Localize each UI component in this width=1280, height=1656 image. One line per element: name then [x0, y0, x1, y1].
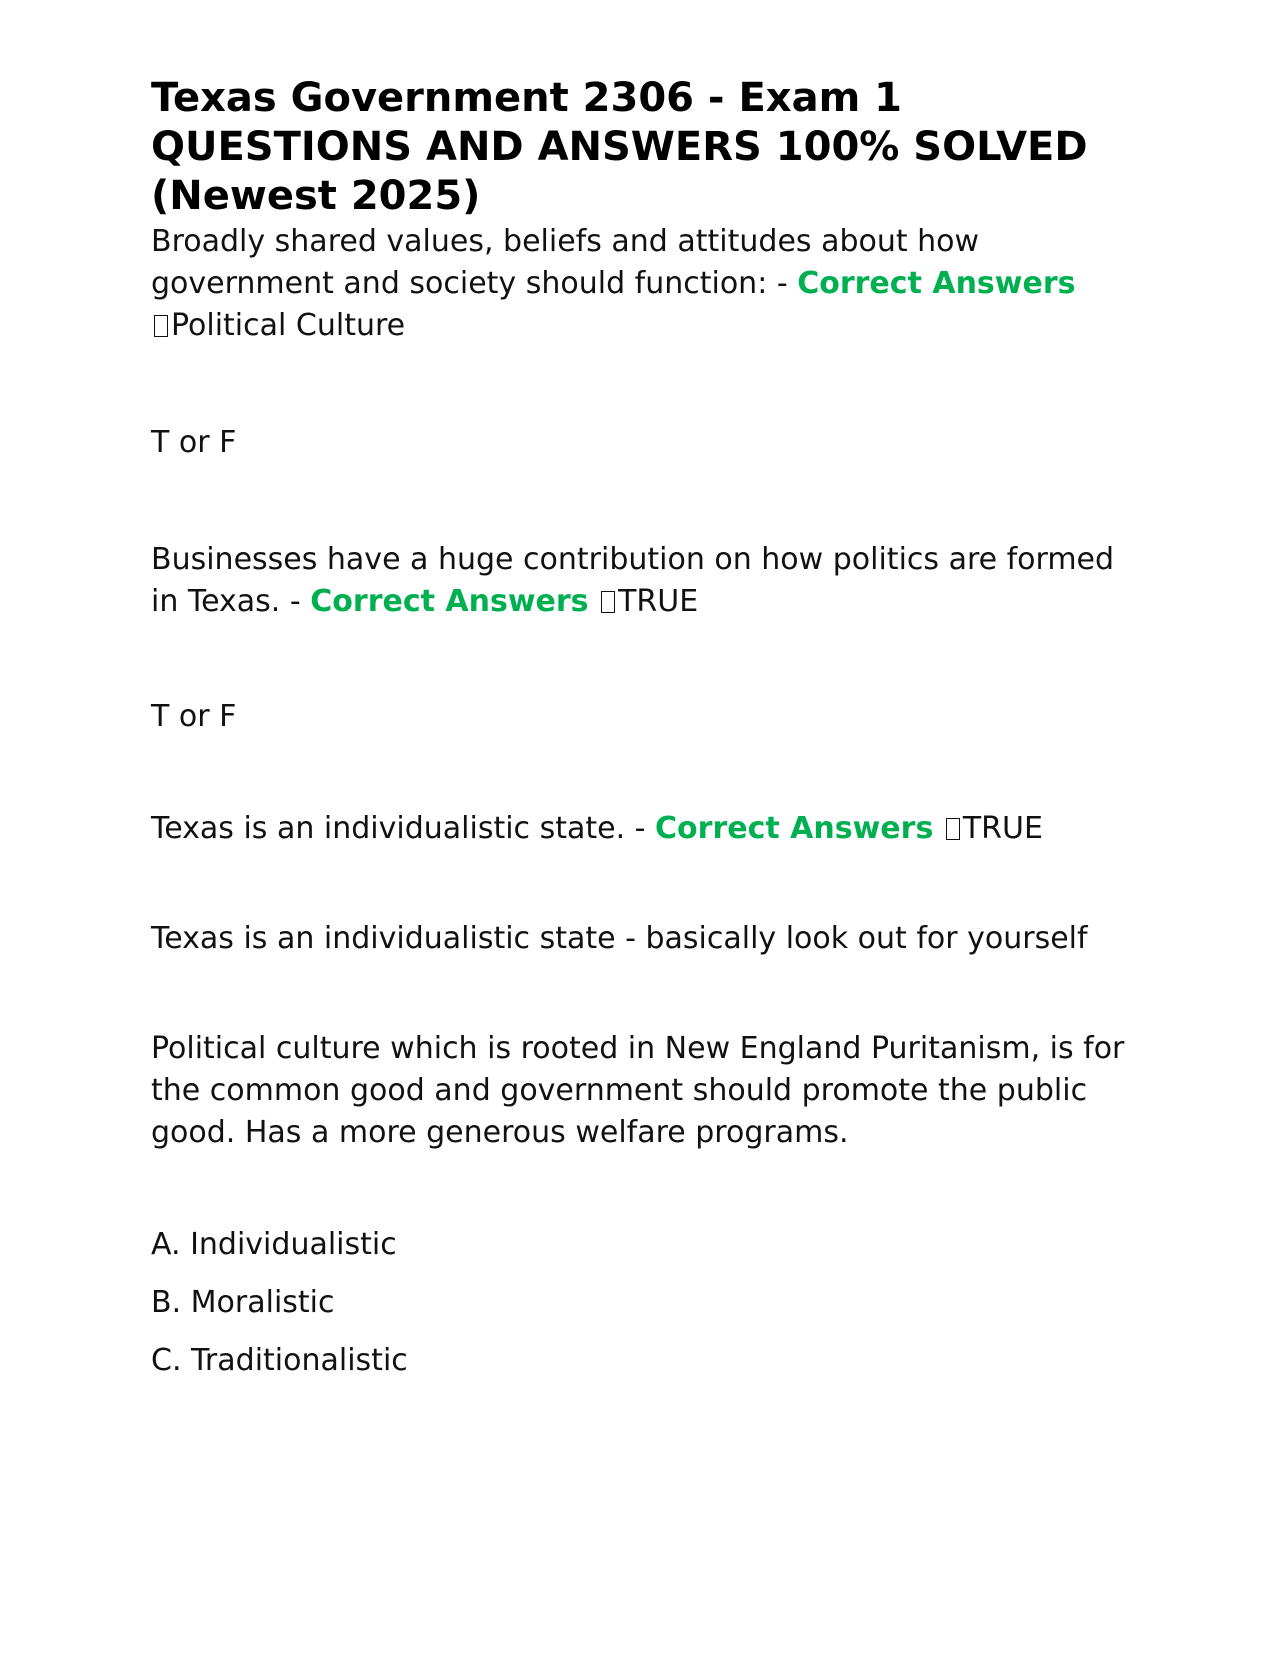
- instruction-true-false-1: T or F: [151, 425, 237, 460]
- answer-text: TRUE: [962, 811, 1043, 846]
- instruction-true-false-2: T or F: [151, 699, 237, 734]
- correct-answers-label: Correct Answers: [797, 266, 1076, 301]
- question-text: Businesses have a huge contribution on how politics are formed in Texas. -: [151, 542, 1115, 619]
- answer-text: Political Culture: [171, 308, 406, 343]
- explanation-text: Texas is an individualistic state - basically look out for yourself: [151, 921, 1088, 956]
- option-a: A. Individualistic: [151, 1227, 397, 1262]
- document-page: [151, 74, 1141, 1398]
- qa-item-1: [151, 221, 1141, 347]
- answer-text: TRUE: [618, 584, 699, 619]
- qa-item-2: [151, 539, 1141, 623]
- question-text: Texas is an individualistic state. -: [151, 811, 646, 846]
- option-b: B. Moralistic: [151, 1285, 335, 1320]
- check-box-icon: [601, 591, 615, 613]
- option-c: C. Traditionalistic: [151, 1343, 408, 1378]
- correct-answers-label: Correct Answers: [655, 811, 934, 846]
- correct-answers-label: Correct Answers: [310, 584, 589, 619]
- qa-item-3: [151, 808, 1141, 850]
- document-title: Texas Government 2306 - Exam 1 QUESTIONS AND ANSWERS 100% SOLVED (Newest 2025): [151, 75, 1088, 219]
- question-text: Broadly shared values, beliefs and attitudes about how government and society should function: -: [151, 224, 980, 301]
- check-box-icon: [946, 818, 960, 840]
- question-political-culture: Political culture which is rooted in New England Puritanism, is for the common good and government should promote the public good. Has a more generous welfare programs.: [151, 1031, 1125, 1150]
- check-box-icon: [154, 315, 168, 337]
